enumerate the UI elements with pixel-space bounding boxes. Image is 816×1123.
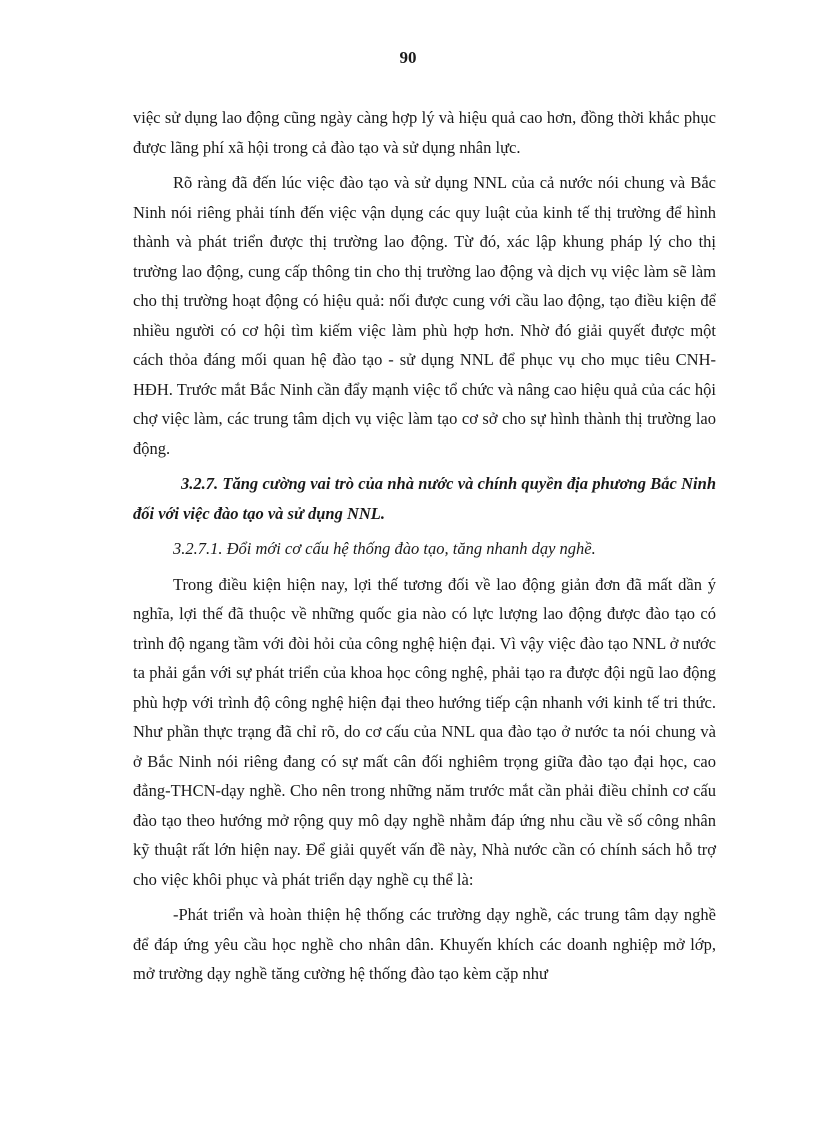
subsection-heading-3-2-7-1: 3.2.7.1. Đổi mới cơ cấu hệ thống đào tạo, tăng nhanh dạy nghề.: [173, 539, 596, 558]
paragraph-training-structure: Trong điều kiện hiện nay, lợi thế tương đối về lao động giản đơn đã mất dần ý nghĩa, lợi thế đã thuộc về những quốc gia nào có lực lượng lao động được đào tạo có trình độ ngang tầm với đòi hỏi của công nghệ hiện đại. Vì vậy việc đào tạo NNL ở nước ta phải gắn với sự phát triển của khoa học công nghệ, phải tạo ra được đội ngũ lao động phù hợp với trình độ công nghệ hiện đại theo hướng tiếp cận nhanh với kinh tế tri thức. Như phần thực trạng đã chỉ rõ, do cơ cấu của NNL qua đào tạo ở nước ta nói chung và ở Bắc Ninh nói riêng đang có sự mất cân đối nghiêm trọng giữa đào tạo đại học, cao đẳng-THCN-dạy nghề. Cho nên trong những năm trước mắt cần phải điều chỉnh cơ cấu đào tạo theo hướng mở rộng quy mô dạy nghề nhằm đáp ứng nhu cầu về số công nhân kỹ thuật rất lớn hiện nay. Để giải quyết vấn đề này, Nhà nước cần có chính sách hỗ trợ cho việc khôi phục và phát triển dạy nghề cụ thể là:: [133, 574, 716, 889]
paragraph-vocational-schools: -Phát triển và hoàn thiện hệ thống các trường dạy nghề, các trung tâm dạy nghề để đáp ứng yêu cầu học nghề cho nhân dân. Khuyến khích các doanh nghiệp mở lớp, mở trường dạy nghề tăng cường hệ thống đào tạo kèm cặp như: [133, 905, 716, 983]
section-heading-3-2-7: 3.2.7. Tăng cường vai trò của nhà nước và chính quyền địa phương Bắc Ninh đối với việc đào tạo và sử dụng NNL.: [133, 474, 716, 523]
paragraph-labor-market: Rõ ràng đã đến lúc việc đào tạo và sử dụng NNL của cả nước nói chung và Bắc Ninh nói riêng phải tính đến việc vận dụng các quy luật của kinh tế thị trường để hình thành và phát triển được thị trường lao động. Từ đó, xác lập khung pháp lý cho thị trường lao động, cung cấp thông tin cho thị trường lao động và dịch vụ việc làm sẽ làm cho thị trường hoạt động có hiệu quả: nối được cung với cầu lao động, tạo điều kiện để nhiều người có cơ hội tìm kiếm việc làm phù hợp hơn. Nhờ đó giải quyết được một cách thỏa đáng mối quan hệ đào tạo - sử dụng NNL để phục vụ cho mục tiêu CNH-HĐH. Trước mắt Bắc Ninh cần đẩy mạnh việc tổ chức và nâng cao hiệu quả của các hội chợ việc làm, các trung tâm dịch vụ việc làm tạo cơ sở cho sự hình thành thị trường lao động.: [133, 173, 716, 458]
page-number: 90: [399, 48, 417, 67]
paragraph-continuation: việc sử dụng lao động cũng ngày càng hợp lý và hiệu quả cao hơn, đồng thời khắc phục được lãng phí xã hội trong cả đào tạo và sử dụng nhân lực.: [133, 108, 716, 157]
body-text: [133, 103, 716, 995]
